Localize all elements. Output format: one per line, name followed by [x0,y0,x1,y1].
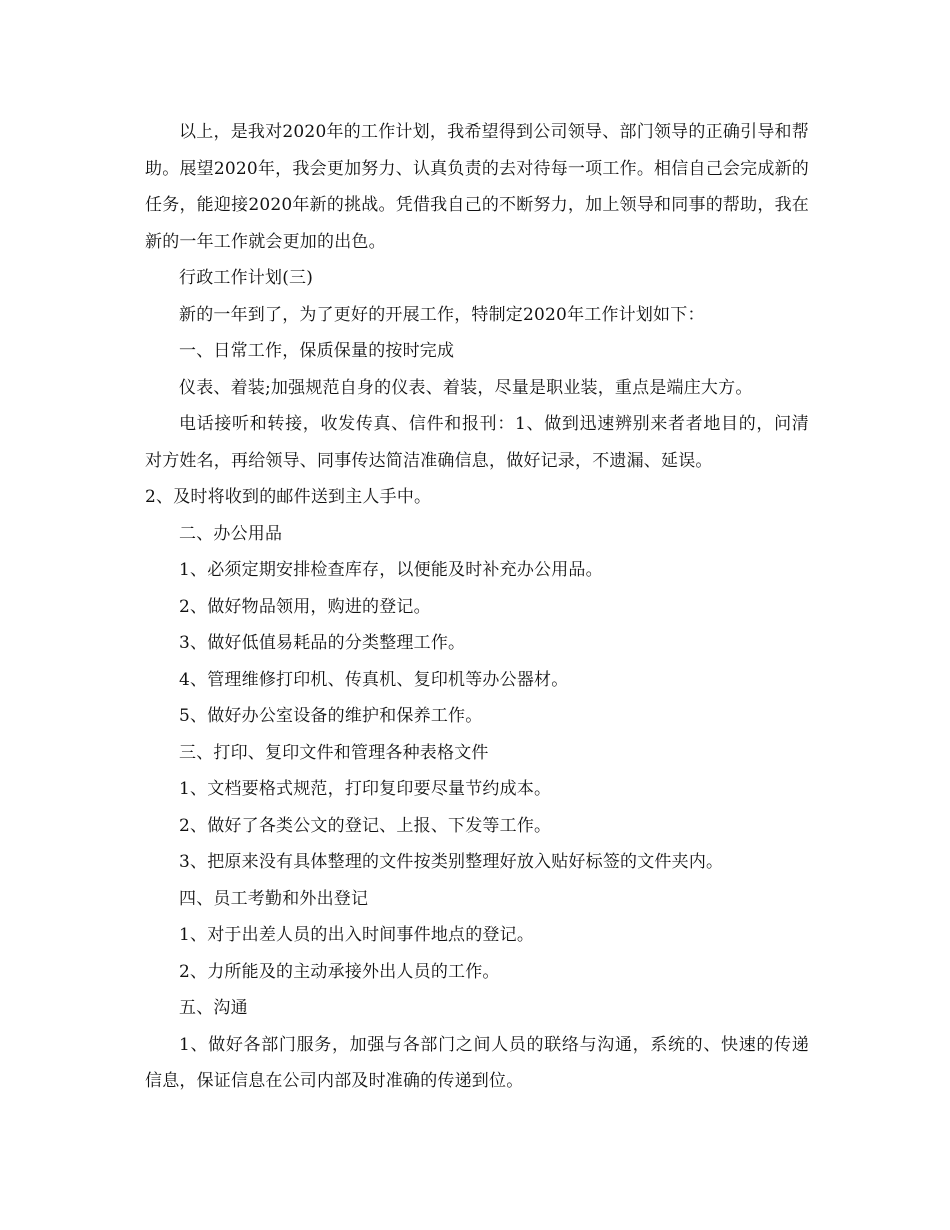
heading-printing-files: 三、打印、复印文件和管理各种表格文件 [179,742,489,763]
list-item: 3、做好低值易耗品的分类整理工作。 [179,633,466,653]
heading-daily-work: 一、日常工作，保质保量的按时完成 [179,341,455,361]
paragraph-communication: 1、做好各部门服务，加强与各部门之间人员的联络与沟通，系统的、快速的传递信息，保证信息在公司内部及时准确的传递到位。 [145,1034,809,1091]
section-title: 行政工作计划(三) [179,268,314,288]
heading-attendance: 四、员工考勤和外出登记 [179,888,369,909]
intro-paragraph: 新的一年到了，为了更好的开展工作，特制定2020年工作计划如下： [179,304,705,325]
list-item: 1、必须定期安排检查库存，以便能及时补充办公用品。 [179,560,603,580]
list-item: 1、文档要格式规范，打印复印要尽量节约成本。 [179,779,552,799]
list-item: 3、把原来没有具体整理的文件按类别整理好放入贴好标签的文件夹内。 [179,852,724,872]
paragraph-mail-delivery: 2、及时将收到的邮件送到主人手中。 [145,487,432,507]
list-item: 2、做好物品领用，购进的登记。 [179,596,431,617]
paragraph-phone-handling: 电话接听和转接，收发传真、信件和报刊：1、做到迅速辨别来者者地目的，问清对方姓名，再给领导、同事传达简洁准确信息，做好记录，不遗漏、延误。 [145,414,809,471]
heading-office-supplies: 二、办公用品 [179,523,283,544]
list-item: 5、做好办公室设备的维护和保养工作。 [179,706,483,726]
paragraph-appearance: 仪表、着装;加强规范自身的仪表、着装，尽量是职业装，重点是端庄大方。 [179,377,753,398]
list-item: 2、力所能及的主动承接外出人员的工作。 [179,961,500,982]
list-item: 2、做好了各类公文的登记、上报、下发等工作。 [179,815,552,836]
closing-paragraph: 以上，是我对2020年的工作计划，我希望得到公司领导、部门领导的正确引导和帮助。展望2020年，我会更加努力、认真负责的去对待每一项工作。相信自己会完成新的任务，能迎接2020年新的挑战。凭借我自己的不断努力，加上领导和同事的帮助，我在新的一年工作就会更加的出色。 [145,122,809,252]
list-item: 4、管理维修打印机、传真机、复印机等办公器材。 [179,669,569,690]
document-page [145,114,809,1100]
heading-communication: 五、沟通 [179,998,248,1018]
list-item: 1、对于出差人员的出入时间事件地点的登记。 [179,925,535,945]
